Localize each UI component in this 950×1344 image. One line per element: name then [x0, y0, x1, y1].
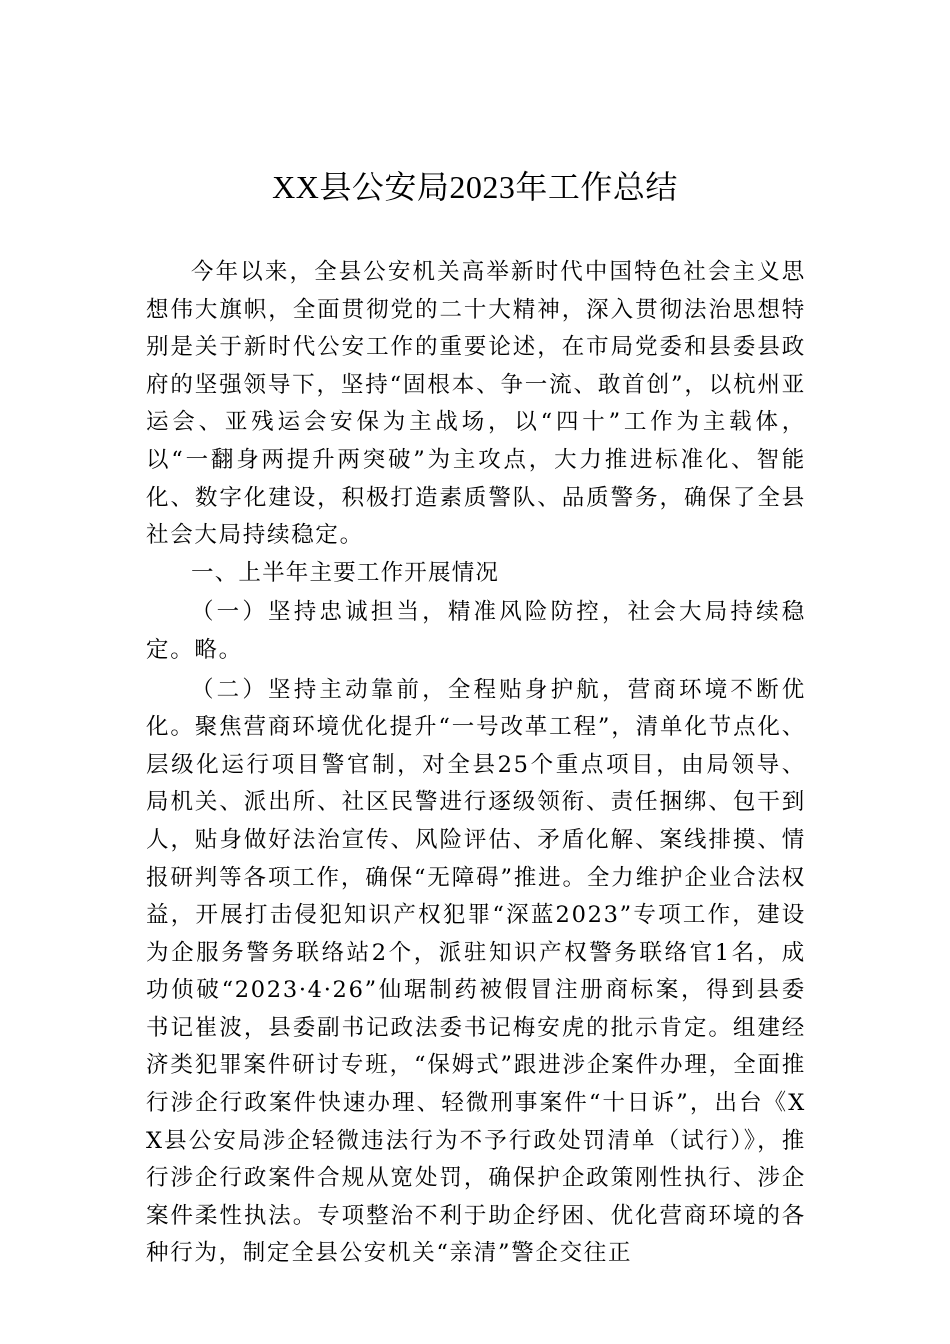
intro-paragraph: 今年以来，全县公安机关高举新时代中国特色社会主义思想伟大旗帜，全面贯彻党的二十大精神，深入贯彻法治思想特别是关于新时代公安工作的重要论述，在市局党委和县委县政府的坚强领导下，坚持“固根本、争一流、敢首创”，以杭州亚运会、亚残运会安保为主战场，以“四十”工作为主载体，以“一翻身两提升两突破”为主攻点，大力推进标准化、智能化、数字化建设，积极打造素质警队、品质警务，确保了全县社会大局持续稳定。	[146, 259, 806, 549]
section-heading: 一、上半年主要工作开展情况	[191, 559, 500, 586]
subsection-paragraph-1: （一）坚持忠诚担当，精准风险防控，社会大局持续稳定。略。	[146, 599, 806, 663]
document-title: XX县公安局2023年工作总结	[272, 169, 678, 205]
document-body	[146, 254, 806, 1273]
subsection-paragraph-2: （二）坚持主动靠前，全程贴身护航，营商环境不断优化。聚焦营商环境优化提升“一号改革工程”，清单化节点化、层级化运行项目警官制，对全县25个重点项目，由局领导、局机关、派出所、社区民警进行逐级领衔、责任捆绑、包干到人，贴身做好法治宣传、风险评估、矛盾化解、案线排摸、情报研判等各项工作，确保“无障碍”推进。全力维护企业合法权益，开展打击侵犯知识产权犯罪“深蓝2023”专项工作，建设为企服务警务联络站2个，派驻知识产权警务联络官1名，成功侦破“2023·4·26”仙琚制药被假冒注册商标案，得到县委书记崔波，县委副书记政法委书记梅安虎的批示肯定。组建经济类犯罪案件研讨专班，“保姆式”跟进涉企案件办理，全面推行涉企行政案件快速办理、轻微刑事案件“十日诉”，出台《XX县公安局涉企轻微违法行为不予行政处罚清单（试行）》，推行涉企行政案件合规从宽处罚，确保护企政策刚性执行、涉企案件柔性执法。专项整治不利于助企纾困、优化营商环境的各种行为，制定全县公安机关“亲清”警企交往正	[146, 676, 806, 1267]
